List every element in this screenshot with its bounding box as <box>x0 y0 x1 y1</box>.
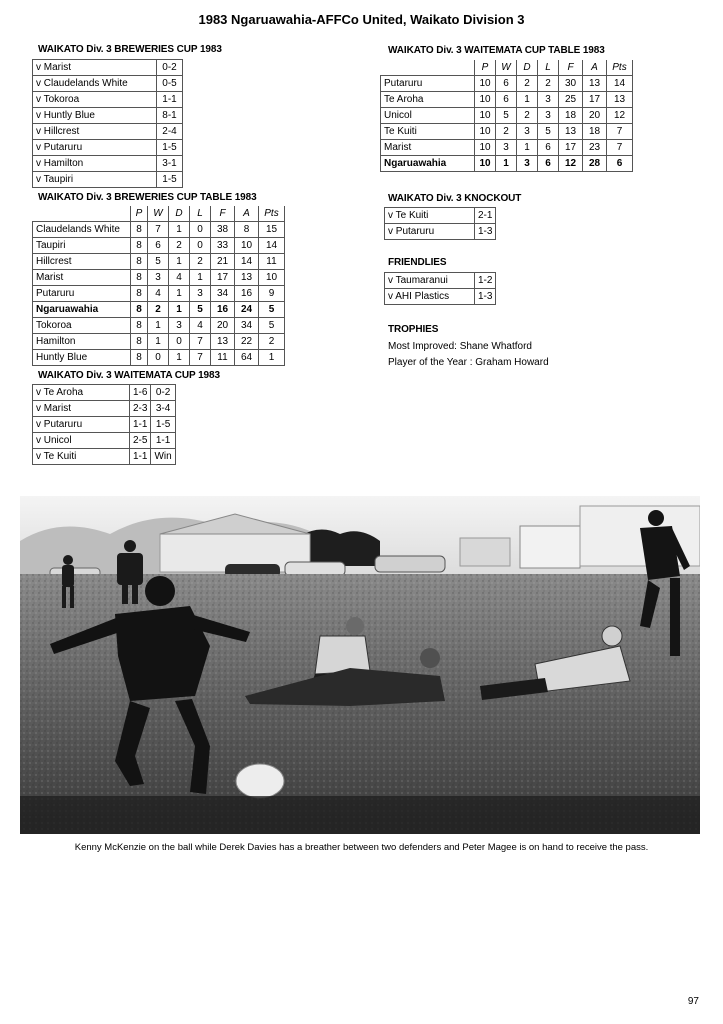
team-cell: Ngaruawahia <box>381 156 475 172</box>
team-cell: Marist <box>33 270 131 286</box>
stat-cell: 3 <box>517 156 538 172</box>
friendlies-title: FRIENDLIES <box>388 257 447 268</box>
stat-cell: 5 <box>190 302 211 318</box>
result-row <box>33 140 183 156</box>
stat-cell: 1 <box>169 222 190 238</box>
stat-cell: 13 <box>235 270 259 286</box>
result-row <box>33 385 176 401</box>
stat-cell: 14 <box>259 238 285 254</box>
table-row <box>381 108 633 124</box>
most-improved-award: Most Improved: Shane Whatford <box>388 341 532 352</box>
score-cell: 1-3 <box>475 224 496 240</box>
stat-cell: 18 <box>559 108 583 124</box>
table-row <box>33 286 285 302</box>
stat-cell: 6 <box>496 76 517 92</box>
score-cell: 8-1 <box>157 108 183 124</box>
team-cell: Putaruru <box>381 76 475 92</box>
column-header: W <box>148 206 169 222</box>
stat-cell: 10 <box>475 92 496 108</box>
table-row <box>33 238 285 254</box>
team-cell: Hamilton <box>33 334 131 350</box>
stat-cell: 2 <box>496 124 517 140</box>
score-cell: 0-2 <box>157 60 183 76</box>
stat-cell: 2 <box>259 334 285 350</box>
score-cell: 1-3 <box>475 289 496 305</box>
stat-cell: 0 <box>169 334 190 350</box>
stat-cell: 34 <box>211 286 235 302</box>
stat-cell: 9 <box>259 286 285 302</box>
result-row <box>33 172 183 188</box>
stat-cell: 12 <box>559 156 583 172</box>
stat-cell: 7 <box>190 334 211 350</box>
score-cell: 1-5 <box>151 417 175 433</box>
stat-cell: 5 <box>538 124 559 140</box>
column-header: P <box>475 60 496 76</box>
opponent-cell: v Taupiri <box>33 172 157 188</box>
stat-cell: 11 <box>259 254 285 270</box>
stat-cell: 4 <box>169 270 190 286</box>
result-row <box>33 124 183 140</box>
result-row <box>385 289 496 305</box>
page-title: 1983 Ngaruawahia-AFFCo United, Waikato Division 3 <box>198 12 525 27</box>
stat-cell: 28 <box>583 156 607 172</box>
breweries-league-table <box>32 206 285 366</box>
stat-cell: 8 <box>131 286 148 302</box>
stat-cell: 10 <box>475 124 496 140</box>
opponent-cell: v Hillcrest <box>33 124 157 140</box>
stat-cell: 7 <box>607 140 633 156</box>
stat-cell: 1 <box>517 92 538 108</box>
breweries-table-title: WAIKATO Div. 3 BREWERIES CUP TABLE 1983 <box>38 192 257 203</box>
table-row <box>381 156 633 172</box>
match-photo <box>20 496 700 834</box>
stat-cell: 1 <box>169 302 190 318</box>
stat-cell: 17 <box>583 92 607 108</box>
stat-cell: 5 <box>496 108 517 124</box>
stat-cell: 5 <box>259 318 285 334</box>
team-cell: Marist <box>381 140 475 156</box>
stat-cell: 1 <box>169 254 190 270</box>
column-header: W <box>496 60 517 76</box>
stat-cell: 13 <box>559 124 583 140</box>
table-row <box>381 124 633 140</box>
score-cell: Win <box>151 449 175 465</box>
stat-cell: 6 <box>148 238 169 254</box>
team-cell: Te Kuiti <box>381 124 475 140</box>
stat-cell: 8 <box>131 350 148 366</box>
trophies-title: TROPHIES <box>388 324 439 335</box>
column-header: L <box>190 206 211 222</box>
stat-cell: 0 <box>190 222 211 238</box>
result-row <box>385 273 496 289</box>
score-cell: 1-1 <box>151 433 175 449</box>
stat-cell: 5 <box>259 302 285 318</box>
stat-cell: 3 <box>169 318 190 334</box>
stat-cell: 14 <box>235 254 259 270</box>
stat-cell: 2 <box>190 254 211 270</box>
score-cell: 2-4 <box>157 124 183 140</box>
column-header: Pts <box>607 60 633 76</box>
breweries-cup-results <box>32 59 183 188</box>
opponent-cell: v Tokoroa <box>33 92 157 108</box>
opponent-cell: v Marist <box>33 401 130 417</box>
stat-cell: 5 <box>148 254 169 270</box>
stat-cell: 16 <box>211 302 235 318</box>
result-row <box>33 449 176 465</box>
opponent-cell: v AHI Plastics <box>385 289 475 305</box>
stat-cell: 1 <box>148 334 169 350</box>
header-blank <box>33 206 131 222</box>
table-row <box>33 254 285 270</box>
stat-cell: 0 <box>148 350 169 366</box>
stat-cell: 17 <box>559 140 583 156</box>
waitemata-table-title: WAIKATO Div. 3 WAITEMATA CUP TABLE 1983 <box>388 45 605 56</box>
stat-cell: 24 <box>235 302 259 318</box>
stat-cell: 10 <box>259 270 285 286</box>
opponent-cell: v Te Kuiti <box>33 449 130 465</box>
column-header: L <box>538 60 559 76</box>
stat-cell: 3 <box>190 286 211 302</box>
waitemata-league-table <box>380 60 633 172</box>
table-row <box>381 92 633 108</box>
stat-cell: 1 <box>148 318 169 334</box>
score-cell: 3-1 <box>157 156 183 172</box>
table-row <box>33 270 285 286</box>
stat-cell: 1 <box>517 140 538 156</box>
team-cell: Hillcrest <box>33 254 131 270</box>
stat-cell: 14 <box>607 76 633 92</box>
stat-cell: 25 <box>559 92 583 108</box>
stat-cell: 7 <box>607 124 633 140</box>
stat-cell: 20 <box>583 108 607 124</box>
opponent-cell: v Putaruru <box>33 417 130 433</box>
stat-cell: 22 <box>235 334 259 350</box>
opponent-cell: v Unicol <box>33 433 130 449</box>
stat-cell: 20 <box>211 318 235 334</box>
column-header: D <box>169 206 190 222</box>
stat-cell: 1 <box>259 350 285 366</box>
stat-cell: 17 <box>211 270 235 286</box>
stat-cell: 10 <box>235 238 259 254</box>
opponent-cell: v Te Aroha <box>33 385 130 401</box>
waitemata-cup-results <box>32 384 176 465</box>
stat-cell: 8 <box>131 318 148 334</box>
stat-cell: 13 <box>211 334 235 350</box>
result-row <box>385 224 496 240</box>
team-cell: Tokoroa <box>33 318 131 334</box>
stat-cell: 8 <box>235 222 259 238</box>
stat-cell: 1 <box>496 156 517 172</box>
waitemata-cup-title: WAIKATO Div. 3 WAITEMATA CUP 1983 <box>38 370 220 381</box>
stat-cell: 30 <box>559 76 583 92</box>
stat-cell: 6 <box>538 156 559 172</box>
stat-cell: 1 <box>169 350 190 366</box>
stat-cell: 21 <box>211 254 235 270</box>
stat-cell: 1 <box>169 286 190 302</box>
result-row <box>33 92 183 108</box>
team-cell: Huntly Blue <box>33 350 131 366</box>
player-of-year-award: Player of the Year : Graham Howard <box>388 357 549 368</box>
table-row <box>381 76 633 92</box>
column-header: F <box>211 206 235 222</box>
stat-cell: 3 <box>148 270 169 286</box>
stat-cell: 38 <box>211 222 235 238</box>
stat-cell: 3 <box>538 92 559 108</box>
team-cell: Taupiri <box>33 238 131 254</box>
score-cell: 1-5 <box>157 172 183 188</box>
opponent-cell: v Putaruru <box>385 224 475 240</box>
breweries-cup-title: WAIKATO Div. 3 BREWERIES CUP 1983 <box>38 44 222 55</box>
score-cell: 0-2 <box>151 385 175 401</box>
stat-cell: 2 <box>538 76 559 92</box>
stat-cell: 2 <box>148 302 169 318</box>
team-cell: Ngaruawahia <box>33 302 131 318</box>
stat-cell: 12 <box>607 108 633 124</box>
result-row <box>33 108 183 124</box>
stat-cell: 8 <box>131 238 148 254</box>
result-row <box>33 417 176 433</box>
stat-cell: 10 <box>475 156 496 172</box>
stat-cell: 33 <box>211 238 235 254</box>
score-cell: 2-1 <box>475 208 496 224</box>
header-blank <box>381 60 475 76</box>
opponent-cell: v Claudelands White <box>33 76 157 92</box>
knockout-title: WAIKATO Div. 3 KNOCKOUT <box>388 193 522 204</box>
score-cell: 1-1 <box>130 449 151 465</box>
opponent-cell: v Putaruru <box>33 140 157 156</box>
stat-cell: 15 <box>259 222 285 238</box>
team-cell: Unicol <box>381 108 475 124</box>
stat-cell: 10 <box>475 140 496 156</box>
stat-cell: 4 <box>148 286 169 302</box>
stat-cell: 3 <box>538 108 559 124</box>
stat-cell: 8 <box>131 222 148 238</box>
column-header: P <box>131 206 148 222</box>
opponent-cell: v Hamilton <box>33 156 157 172</box>
stat-cell: 8 <box>131 254 148 270</box>
stat-cell: 0 <box>190 238 211 254</box>
column-header: D <box>517 60 538 76</box>
match-photo-image <box>20 496 700 834</box>
score-cell: 3-4 <box>151 401 175 417</box>
opponent-cell: v Huntly Blue <box>33 108 157 124</box>
photo-caption: Kenny McKenzie on the ball while Derek Davies has a breather between two defenders and Peter Magee is on hand to receive the pass. <box>74 842 649 853</box>
score-cell: 1-1 <box>157 92 183 108</box>
stat-cell: 8 <box>131 334 148 350</box>
column-header: Pts <box>259 206 285 222</box>
score-cell: 2-5 <box>130 433 151 449</box>
team-cell: Putaruru <box>33 286 131 302</box>
score-cell: 1-5 <box>157 140 183 156</box>
stat-cell: 6 <box>538 140 559 156</box>
opponent-cell: v Marist <box>33 60 157 76</box>
score-cell: 2-3 <box>130 401 151 417</box>
stat-cell: 7 <box>148 222 169 238</box>
column-header: A <box>583 60 607 76</box>
table-row <box>381 140 633 156</box>
result-row <box>33 76 183 92</box>
table-row <box>33 334 285 350</box>
stat-cell: 2 <box>169 238 190 254</box>
stat-cell: 34 <box>235 318 259 334</box>
column-header: F <box>559 60 583 76</box>
knockout-results <box>384 207 496 240</box>
stat-cell: 64 <box>235 350 259 366</box>
stat-cell: 4 <box>190 318 211 334</box>
stat-cell: 1 <box>190 270 211 286</box>
friendlies-results <box>384 272 496 305</box>
result-row <box>33 156 183 172</box>
page-number: 97 <box>687 996 699 1007</box>
stat-cell: 3 <box>517 124 538 140</box>
team-cell: Claudelands White <box>33 222 131 238</box>
stat-cell: 18 <box>583 124 607 140</box>
stat-cell: 2 <box>517 108 538 124</box>
stat-cell: 8 <box>131 270 148 286</box>
opponent-cell: v Taumaranui <box>385 273 475 289</box>
stat-cell: 6 <box>496 92 517 108</box>
result-row <box>33 433 176 449</box>
stat-cell: 6 <box>607 156 633 172</box>
result-row <box>385 208 496 224</box>
score-cell: 1-1 <box>130 417 151 433</box>
stat-cell: 11 <box>211 350 235 366</box>
table-row <box>33 318 285 334</box>
stat-cell: 2 <box>517 76 538 92</box>
stat-cell: 13 <box>583 76 607 92</box>
stat-cell: 10 <box>475 76 496 92</box>
column-header: A <box>235 206 259 222</box>
stat-cell: 16 <box>235 286 259 302</box>
table-row <box>33 222 285 238</box>
result-row <box>33 60 183 76</box>
table-row <box>33 350 285 366</box>
opponent-cell: v Te Kuiti <box>385 208 475 224</box>
stat-cell: 7 <box>190 350 211 366</box>
score-cell: 1-2 <box>475 273 496 289</box>
score-cell: 0-5 <box>157 76 183 92</box>
table-row <box>33 302 285 318</box>
result-row <box>33 401 176 417</box>
stat-cell: 10 <box>475 108 496 124</box>
team-cell: Te Aroha <box>381 92 475 108</box>
stat-cell: 8 <box>131 302 148 318</box>
stat-cell: 23 <box>583 140 607 156</box>
stat-cell: 3 <box>496 140 517 156</box>
stat-cell: 13 <box>607 92 633 108</box>
score-cell: 1-6 <box>130 385 151 401</box>
